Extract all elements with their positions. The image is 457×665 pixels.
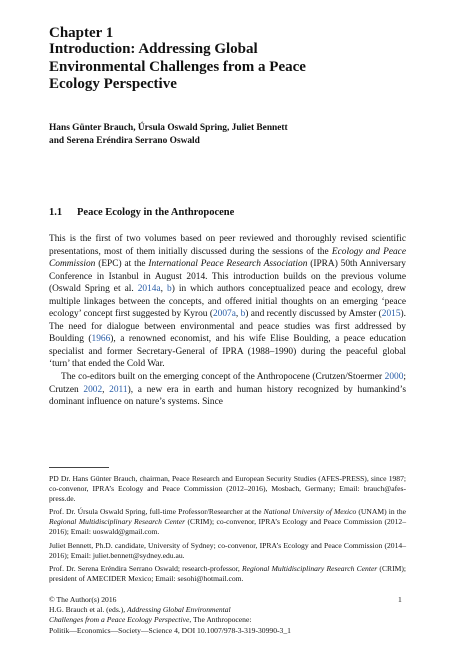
text-run: Prof. Dr. Serena Eréndira Serrano Oswald; research-professor, [49, 563, 242, 573]
citation-link[interactable]: 2015 [381, 309, 401, 320]
text-run: Prof. Dr. Úrsula Oswald Spring, full-time Professor/Researcher at the [49, 507, 264, 517]
citation-link[interactable]: 2014a [137, 284, 161, 295]
text-run: (EPC) at the [95, 259, 149, 270]
body-text [49, 233, 406, 409]
footnote-divider [49, 467, 109, 468]
text-run: , [160, 284, 168, 295]
author-footnotes [49, 474, 406, 587]
footnote [49, 564, 406, 584]
copyright-line: © The Author(s) 2016 [49, 595, 117, 604]
citation-link[interactable]: 1966 [91, 334, 111, 345]
text-run: ). The need for dialogue between environmental and peace studies was first addressed by Boulding ( [49, 309, 406, 345]
text-run: , [102, 384, 110, 395]
text-run: The co-editors built on the emerging concept of the Anthropocene (Crutzen/Stoermer [61, 372, 385, 383]
text-run: ) in which authors conceptualized peace and ecology, drew multiple linkages between the concepts, and offered initial thoughts on an emerging ‘peace ecology’ concept first suggested by Kyrou ( [49, 284, 406, 320]
page-number: 1 [398, 595, 402, 604]
footnote: Juliet Bennett, Ph.D. candidate, University of Sydney; co-convenor, IPRA’s Ecology and Peace Commission (2014–2016); Email: juliet.bennett@sydney.edu.au. [49, 540, 406, 560]
author-line: and Serena Eréndira Serrano Oswald [49, 135, 200, 146]
italic-term: National University of Mexico [263, 507, 357, 517]
section-number: 1.1 [49, 207, 63, 218]
text-run: (UNAM) in the [356, 507, 407, 517]
text-run: (CRIM); co-convenor, IPRA’s Ecology and Peace Commission (2012–2016); Email: uoswald@gmail.com. [49, 517, 406, 537]
text-run: (CRIM); president of AMECIDER Mexico; Email: sesohi@hotmail.com. [49, 563, 407, 583]
text-run: ), a new era in earth and human history recognized by humankind’s dominant influence on nature’s systems. Since [49, 384, 406, 408]
text-run: , The Anthropocene: [189, 615, 252, 625]
citation-link[interactable]: b [240, 309, 246, 320]
footnote [49, 507, 406, 537]
footnote: PD Dr. Hans Günter Brauch, chairman, Peace Research and European Security Studies (AFES-PRESS), since 1987; co-convenor, IPRA’s Ecology and Peace Commission (2012–2016), Mosbach, Germany; Email: brauch@afes-press.de. [49, 474, 406, 504]
italic-term: International Peace Research Association [148, 259, 308, 270]
doi-line: Politik—Economics—Society—Science 4, DOI 10.1007/978-3-319-30990-3_1 [49, 625, 291, 635]
italic-term: Regional Multidisciplinary Research Center [242, 563, 378, 573]
chapter-title-line: Introduction: Addressing Global [49, 41, 258, 57]
italic-term: Ecology and Peace Commission [49, 246, 406, 270]
section-heading [49, 206, 234, 219]
section-title: Peace Ecology in the Anthropocene [77, 207, 235, 218]
author-line: Hans Günter Brauch, Úrsula Oswald Spring, Juliet Bennett [49, 123, 288, 133]
chapter-title-line: Environmental Challenges from a Peace [49, 58, 306, 75]
chapter-title-line: Ecology Perspective [49, 76, 177, 92]
citation-line [49, 615, 406, 625]
publication-info [49, 595, 406, 636]
text-run: ; Crutzen [49, 372, 406, 395]
italic-term: Challenges from a Peace Ecology Perspective [49, 615, 190, 625]
italic-term: Addressing Global Environmental [127, 605, 231, 615]
text-run: , [235, 309, 241, 320]
text-run: (IPRA) 50th Anniversary Conference in Istanbul in August 2014. This introduction builds on the previous volume (Oswald Spring et al. [49, 259, 406, 295]
text-run: ), a renowned economist, and his wife Elise Boulding, a peace education specialist and former Secretary-General of IPRA (1988–1990) during the peaceful global ‘turn’ that ended the Cold War. [49, 334, 406, 370]
chapter-label: Chapter 1 [49, 25, 114, 41]
paragraph [49, 233, 406, 371]
chapter-title [49, 41, 379, 94]
paragraph [49, 371, 406, 409]
citation-link[interactable]: b [167, 284, 172, 295]
text-run: H.G. Brauch et al. (eds.), [49, 605, 128, 615]
author-list [49, 122, 409, 147]
citation-link[interactable]: 2000 [384, 372, 404, 383]
text-run: ) and recently discussed by Amster ( [245, 309, 382, 320]
italic-term: Regional Multidisciplinary Research Center [49, 517, 186, 527]
citation-link[interactable]: 2011 [109, 384, 128, 395]
citation-link[interactable]: 2002 [83, 384, 103, 395]
citation-link[interactable]: 2007a [212, 309, 236, 320]
citation-line [49, 605, 406, 615]
text-run: This is the first of two volumes based on peer reviewed and thoroughly revised scientific presentations, most of them initially discussed during the sessions of the [49, 234, 406, 257]
